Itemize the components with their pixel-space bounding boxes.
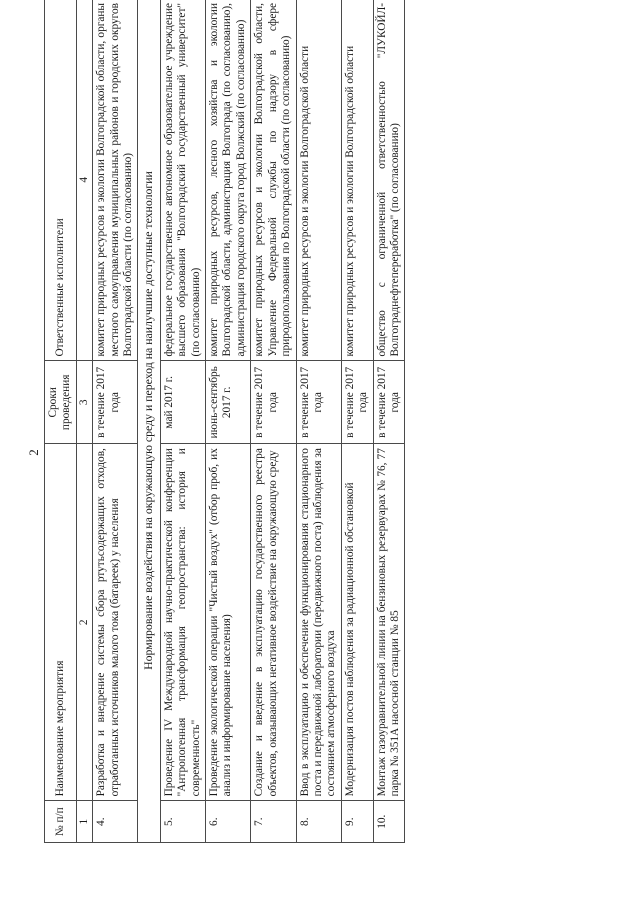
table-row bbox=[206, 0, 251, 843]
measure-name: Ввод в эксплуатацию и обеспечение функционирования стационарного поста и передвижной лаборатории (передвижного поста) наблюдения за состоянием атмосферного воздуха bbox=[296, 444, 341, 801]
term: в течение 2017 года bbox=[296, 361, 341, 444]
measure-name: Модернизация постов наблюдения за радиационной обстановкой bbox=[341, 444, 373, 801]
page-number: 2 bbox=[26, 449, 41, 456]
column-index: 3 bbox=[76, 361, 92, 444]
header-measure-name: Наименование мероприятия bbox=[45, 444, 77, 801]
row-number: 10. bbox=[373, 801, 405, 843]
measures-table bbox=[44, 0, 405, 843]
responsible: общество с ограниченной ответственностью "ЛУКОЙЛ-Волгограднефтепереработка" (по согласованию) bbox=[373, 0, 405, 361]
term: июнь-сентябрь 2017 г. bbox=[206, 361, 251, 444]
measure-name: Монтаж газоуравнительной линии на бензиновых резервуарах № 76, 77 парка № 351А насосной станции № 85 bbox=[373, 444, 405, 801]
row-number: 9. bbox=[341, 801, 373, 843]
table-row bbox=[341, 0, 373, 843]
header-responsible: Ответственные исполнители bbox=[45, 0, 77, 361]
measure-name: Проведение экологической операции "Чистый воздух" (отбор проб, их анализ и информирование населения) bbox=[206, 444, 251, 801]
table-row bbox=[373, 0, 405, 843]
responsible: комитет природных ресурсов и экологии Волгоградской области, Управление Федеральной службы по надзору в сфере природопользования по Волгоградской области (по согласованию) bbox=[251, 0, 296, 361]
responsible: комитет природных ресурсов и экологии Волгоградской области, органы местного самоуправления муниципальных районов и городских округов Волгоградской области (по согласованию) bbox=[93, 0, 138, 361]
measure-name: Проведение IV Международной научно-практической конференции "Антропогенная трансформация геопространства: история и современность" bbox=[160, 444, 205, 801]
section-row bbox=[138, 0, 160, 843]
row-number: 6. bbox=[206, 801, 251, 843]
header-term: Сроки проведения bbox=[45, 361, 77, 444]
table-row bbox=[296, 0, 341, 843]
term: в течение 2017 года bbox=[93, 361, 138, 444]
header-number: № п/п bbox=[45, 801, 77, 843]
row-number: 8. bbox=[296, 801, 341, 843]
header-row bbox=[45, 0, 77, 843]
measure-name: Создание и введение в эксплуатацию государственного реестра объектов, оказывающих негативное воздействие на окружающую среду bbox=[251, 444, 296, 801]
responsible: комитет природных ресурсов и экологии Волгоградской области bbox=[296, 0, 341, 361]
column-index: 4 bbox=[76, 0, 92, 361]
row-number: 7. bbox=[251, 801, 296, 843]
table-row bbox=[251, 0, 296, 843]
column-index: 1 bbox=[76, 801, 92, 843]
column-index-row bbox=[76, 0, 92, 843]
term: в течение 2017 года bbox=[251, 361, 296, 444]
column-index: 2 bbox=[76, 444, 92, 801]
measure-name: Разработка и внедрение системы сбора ртутьсодержащих отходов, отработанных источников малого тока (батареек) у населения bbox=[93, 444, 138, 801]
responsible: комитет природных ресурсов и экологии Волгоградской области bbox=[341, 0, 373, 361]
table-row bbox=[160, 0, 205, 843]
responsible: комитет природных ресурсов, лесного хозяйства и экологии Волгоградской области, администрация Волгограда (по согласованию), администрация городского округа город Волжский (по согласованию) bbox=[206, 0, 251, 361]
table-row bbox=[93, 0, 138, 843]
term: май 2017 г. bbox=[160, 361, 205, 444]
term: в течение 2017 года bbox=[373, 361, 405, 444]
term: в течение 2017 года bbox=[341, 361, 373, 444]
section-title: Нормирование воздействия на окружающую среду и переход на наилучшие доступные технологии bbox=[138, 0, 160, 843]
responsible: федеральное государственное автономное образовательное учреждение высшего образования "Волгоградский государственный университет" (по согласованию) bbox=[160, 0, 205, 361]
row-number: 5. bbox=[160, 801, 205, 843]
row-number: 4. bbox=[93, 801, 138, 843]
